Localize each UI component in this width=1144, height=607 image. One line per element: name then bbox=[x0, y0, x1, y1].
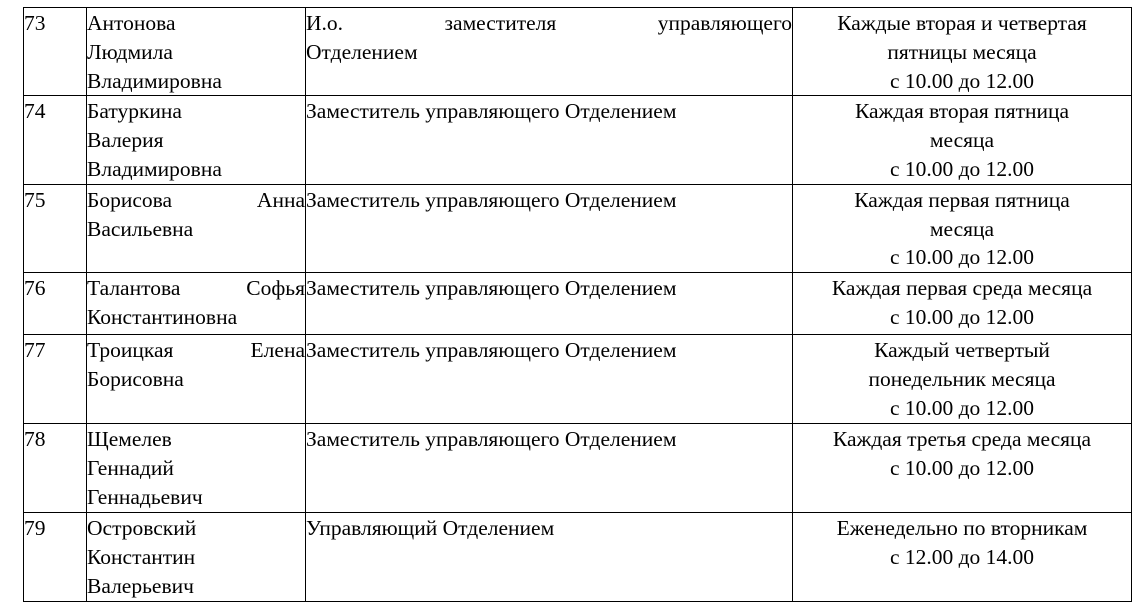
person-name-cell bbox=[87, 8, 306, 96]
cell-line: Управляющий Отделением bbox=[306, 516, 555, 541]
cell-line: Заместитель управляющего Отделением bbox=[306, 427, 677, 452]
cell-line: Борисовна bbox=[87, 366, 184, 391]
schedule-cell bbox=[793, 513, 1132, 601]
row-number-cell: 78 bbox=[24, 424, 87, 513]
table-row bbox=[24, 184, 1132, 272]
cell-line: Батуркина bbox=[87, 99, 182, 124]
table-row bbox=[24, 96, 1132, 184]
table-row bbox=[24, 8, 1132, 96]
schedule-cell bbox=[793, 184, 1132, 272]
position-cell bbox=[306, 424, 793, 513]
cell-line: Еженедельно по вторникам bbox=[836, 516, 1088, 541]
position-cell bbox=[306, 335, 793, 424]
cell-line: с 10.00 до 12.00 bbox=[889, 455, 1035, 480]
person-name-cell bbox=[87, 184, 306, 272]
position-cell bbox=[306, 513, 793, 601]
row-number-cell: 76 bbox=[24, 273, 87, 335]
row-number-cell: 75 bbox=[24, 184, 87, 272]
cell-line: Константин bbox=[87, 544, 196, 569]
cell-line: с 10.00 до 12.00 bbox=[889, 156, 1035, 181]
row-number-cell: 77 bbox=[24, 335, 87, 424]
cell-line: с 10.00 до 12.00 bbox=[889, 304, 1035, 329]
table-row bbox=[24, 424, 1132, 513]
schedule-cell bbox=[793, 96, 1132, 184]
table-body bbox=[24, 8, 1132, 602]
cell-line: Владимировна bbox=[87, 68, 222, 93]
cell-line: Константиновна bbox=[87, 304, 238, 329]
schedule-cell bbox=[793, 335, 1132, 424]
person-name-cell bbox=[87, 424, 306, 513]
schedule-cell bbox=[793, 273, 1132, 335]
row-number-cell: 79 bbox=[24, 513, 87, 601]
cell-line: с 10.00 до 12.00 bbox=[889, 245, 1035, 270]
table-row bbox=[24, 513, 1132, 601]
person-name-cell bbox=[87, 273, 306, 335]
cell-line: Заместитель управляющего Отделением bbox=[306, 187, 677, 212]
cell-line: месяца bbox=[929, 128, 995, 153]
cell-line: с 10.00 до 12.00 bbox=[889, 395, 1035, 420]
cell-line: Троицкая Елена bbox=[87, 338, 305, 363]
cell-line: Заместитель управляющего Отделением bbox=[306, 99, 677, 124]
position-cell bbox=[306, 96, 793, 184]
cell-line: Отделением bbox=[306, 39, 418, 64]
cell-line: Заместитель управляющего Отделением bbox=[306, 276, 677, 301]
cell-line: Каждая вторая пятница bbox=[854, 99, 1070, 124]
person-name-cell bbox=[87, 96, 306, 184]
cell-line: Щемелев bbox=[87, 427, 172, 452]
cell-line: пятницы месяца bbox=[887, 39, 1037, 64]
cell-line: с 10.00 до 12.00 bbox=[889, 68, 1035, 93]
cell-line: Каждая первая пятница bbox=[854, 187, 1070, 212]
table-row bbox=[24, 273, 1132, 335]
cell-line: Геннадьевич bbox=[87, 484, 203, 509]
row-number-cell: 74 bbox=[24, 96, 87, 184]
person-name-cell bbox=[87, 513, 306, 601]
position-cell bbox=[306, 8, 793, 96]
cell-line: Геннадий bbox=[87, 455, 174, 480]
cell-line: с 12.00 до 14.00 bbox=[889, 544, 1035, 569]
cell-line: Валерьевич bbox=[87, 573, 194, 598]
reception-schedule-table bbox=[23, 7, 1132, 602]
position-cell bbox=[306, 273, 793, 335]
cell-line: Каждый четвертый bbox=[874, 338, 1050, 363]
schedule-cell bbox=[793, 8, 1132, 96]
cell-line: месяца bbox=[929, 216, 995, 241]
cell-line: Талантова Софья bbox=[87, 276, 305, 301]
cell-line: Валерия bbox=[87, 128, 164, 153]
person-name-cell bbox=[87, 335, 306, 424]
cell-line: Борисова Анна bbox=[87, 187, 305, 212]
cell-line: понедельник месяца bbox=[868, 366, 1056, 391]
position-cell bbox=[306, 184, 793, 272]
cell-line: Людмила bbox=[87, 39, 173, 64]
cell-line: Владимировна bbox=[87, 156, 222, 181]
cell-line: Каждая первая среда месяца bbox=[831, 276, 1093, 301]
cell-line: Антонова bbox=[87, 11, 176, 35]
cell-line: И.о. заместителя управляющего bbox=[306, 11, 792, 35]
row-number-cell: 73 bbox=[24, 8, 87, 96]
schedule-cell bbox=[793, 424, 1132, 513]
cell-line: Каждая третья среда месяца bbox=[832, 427, 1092, 452]
cell-line: Заместитель управляющего Отделением bbox=[306, 338, 677, 363]
cell-line: Васильевна bbox=[87, 216, 194, 241]
table-row bbox=[24, 335, 1132, 424]
cell-line: Островский bbox=[87, 516, 197, 541]
cell-line: Каждые вторая и четвертая bbox=[837, 11, 1087, 35]
